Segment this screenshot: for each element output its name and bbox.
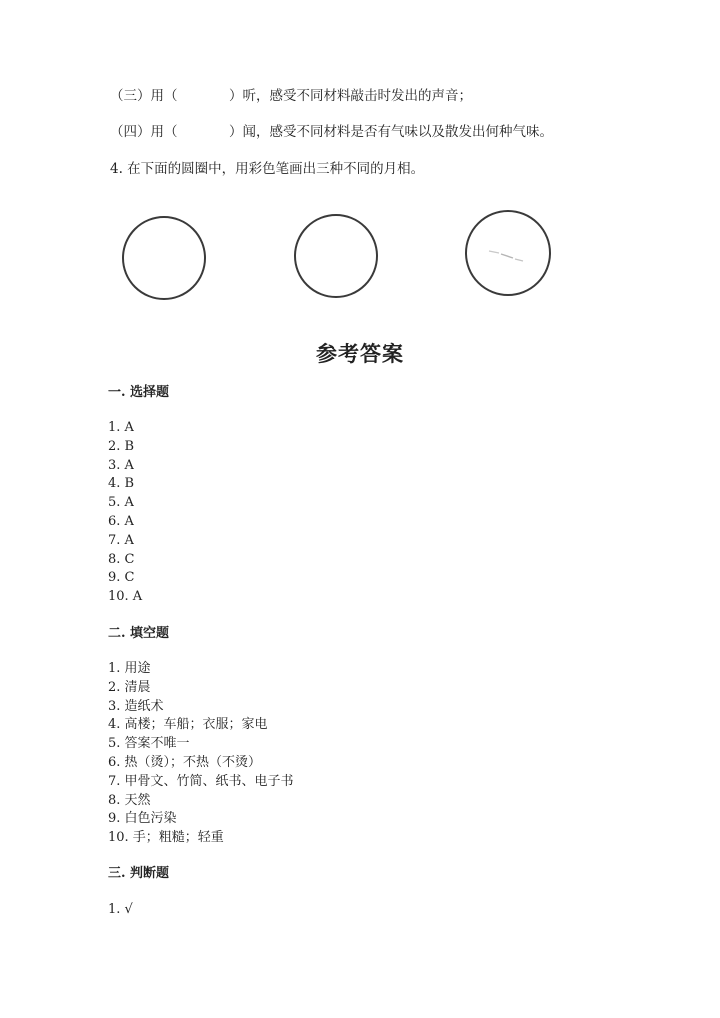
answer-item: 2. 清晨: [108, 679, 151, 695]
answer-item: 3. 造纸术: [108, 698, 164, 714]
answer-item: 6. 热（烫）；不热（不烫）: [108, 754, 262, 770]
moon-circle-2[interactable]: [294, 214, 378, 298]
answer-item: 8. C: [108, 551, 135, 567]
answer-list-true-false: [108, 901, 133, 920]
answer-item: 4. 高楼；车船；衣服；家电: [108, 717, 268, 733]
section-heading-true-false: 三. 判断题: [108, 866, 170, 881]
answer-item: 2. B: [108, 438, 135, 454]
answer-item: 6. A: [108, 513, 134, 529]
answer-item: 10. 手；粗糙；轻重: [108, 830, 224, 846]
answer-list-multiple-choice: [108, 419, 142, 607]
moon-circle-3[interactable]: [465, 210, 551, 296]
answer-item: 9. 白色污染: [108, 811, 177, 827]
question-4-senses-smell: （四）用（ ）闻，感受不同材料是否有气味以及散发出何种气味。: [110, 124, 553, 140]
answer-item: 7. A: [108, 532, 134, 548]
answer-item: 8. 天然: [108, 792, 151, 808]
answer-item: 10. A: [108, 589, 143, 605]
answer-item: 1. √: [108, 902, 133, 917]
moon-circle-1[interactable]: [122, 216, 206, 300]
question-3-senses-hearing: （三）用（ ）听，感受不同材料敲击时发出的声音；: [110, 88, 472, 104]
answer-item: 5. 答案不唯一: [108, 736, 190, 752]
answer-item: 5. A: [108, 495, 134, 511]
answer-item: 3. A: [108, 457, 134, 473]
answer-list-fill-in-blank: [108, 660, 294, 848]
answer-item: 4. B: [108, 476, 135, 492]
section-heading-multiple-choice: 一. 选择题: [108, 385, 170, 400]
answer-item: 7. 甲骨文、竹简、纸书、电子书: [108, 773, 294, 789]
answer-key-title: 参考答案: [316, 341, 404, 366]
section-heading-fill-in-blank: 二. 填空题: [108, 626, 170, 641]
answer-item: 1. 用途: [108, 661, 151, 676]
answer-item: 9. C: [108, 570, 135, 586]
question-moon-phases: 4. 在下面的圆圈中，用彩色笔画出三种不同的月相。: [110, 161, 425, 177]
pencil-mark: [485, 245, 530, 265]
answer-item: 1. A: [108, 420, 134, 435]
